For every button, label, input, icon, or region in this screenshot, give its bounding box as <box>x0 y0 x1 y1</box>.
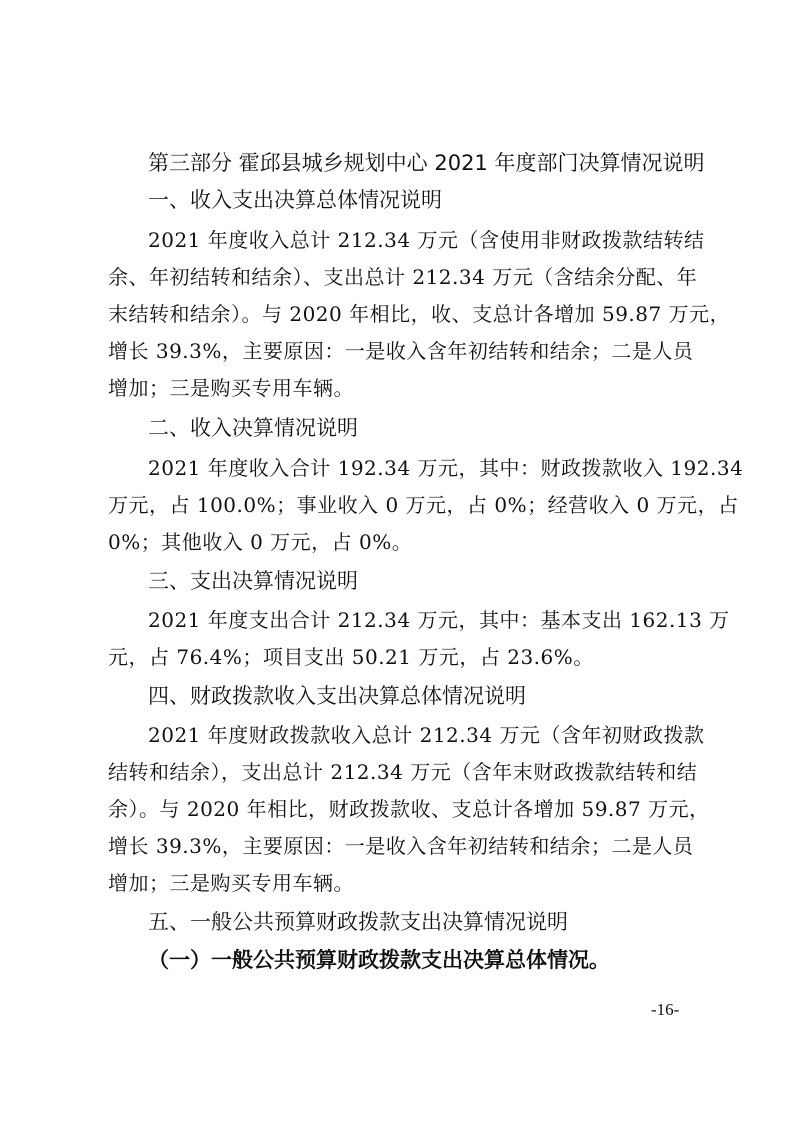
paragraph-line: 增长 39.3%，主要原因：一是收入含年初结转和结余；二是人员 <box>108 339 694 363</box>
paragraph-line: 2021 年度支出合计 212.34 万元，其中：基本支出 162.13 万 <box>148 608 730 632</box>
paragraph-line: 增长 39.3%，主要原因：一是收入含年初结转和结余；二是人员 <box>108 834 694 858</box>
page-title: 第三部分 霍邱县城乡规划中心 2021 年度部门决算情况说明 <box>148 151 705 175</box>
paragraph-line: 增加；三是购买专用车辆。 <box>108 871 354 895</box>
paragraph-line: 余）。与 2020 年相比，财政拨款收、支总计各增加 59.87 万元， <box>108 797 710 821</box>
page-number: -16- <box>651 1000 680 1019</box>
paragraph-line: 增加；三是购买专用车辆。 <box>108 376 354 400</box>
subsection-heading: （一）一般公共预算财政拨款支出决算总体情况。 <box>148 947 610 972</box>
paragraph-line: 结转和结余），支出总计 212.34 万元（含年末财政拨款结转和结 <box>108 760 698 784</box>
paragraph-line: 余、年初结转和结余）、支出总计 212.34 万元（含结余分配、年 <box>108 265 698 289</box>
paragraph-line: 2021 年度财政拨款收入总计 212.34 万元（含年初财政拨款 <box>148 723 705 747</box>
section-heading-2: 二、收入决算情况说明 <box>148 416 358 440</box>
paragraph-line: 元，占 76.4%；项目支出 50.21 万元，占 23.6%。 <box>108 645 594 669</box>
section-heading-5: 五、一般公共预算财政拨款支出决算情况说明 <box>148 910 568 934</box>
section-heading-4: 四、财政拨款收入支出决算总体情况说明 <box>148 684 526 708</box>
paragraph-line: 2021 年度收入总计 212.34 万元（含使用非财政拨款结转结 <box>148 228 705 252</box>
section-heading-3: 三、支出决算情况说明 <box>148 569 358 593</box>
section-heading-1: 一、收入支出决算总体情况说明 <box>148 188 442 212</box>
paragraph-line: 万元，占 100.0%；事业收入 0 万元，占 0%；经营收入 0 万元，占 <box>108 493 739 517</box>
paragraph-line: 2021 年度收入合计 192.34 万元，其中：财政拨款收入 192.34 <box>148 456 744 480</box>
paragraph-line: 末结转和结余）。与 2020 年相比，收、支总计各增加 59.87 万元， <box>108 302 731 326</box>
paragraph-line: 0%；其他收入 0 万元，占 0%。 <box>108 530 413 554</box>
